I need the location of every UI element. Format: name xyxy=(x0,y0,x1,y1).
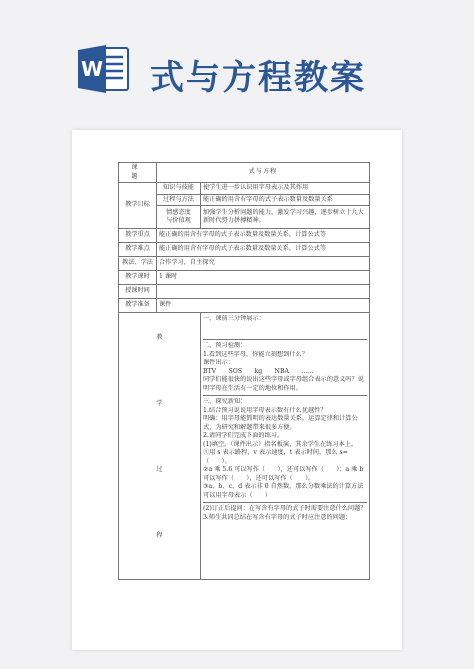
info-row xyxy=(119,243,370,257)
row-value: 能正确的用含有字母的式子表示数量及数量关系，计算公式等 xyxy=(157,229,370,243)
row-label: 教学课时 xyxy=(119,271,157,285)
goals-label: 教学目标 xyxy=(119,183,157,229)
row-value xyxy=(157,285,370,299)
info-row xyxy=(119,257,370,271)
document-title: 式与方程教案 xyxy=(150,58,366,98)
process-line: ①用 s 表示路程，v 表示速度，t 表示时间，那么 s=（ ）。 xyxy=(203,449,348,465)
row-label: 教学难点 xyxy=(119,243,157,257)
row-label: 教学重点 xyxy=(119,229,157,243)
process-line: 3.师生共同总结在写含有字母的式子时应注意的问题： xyxy=(203,513,352,521)
process-label-char: 过 xyxy=(156,466,163,473)
process-line: BTV SOS kg NBA …… xyxy=(203,367,314,375)
process-line: 明确：用字母能简明的表达数量关系，运算定律和计算公式，为研究和解题带来很多方便。 xyxy=(203,415,358,431)
goal-row xyxy=(119,183,370,195)
process-line: 1.看到这些字母，你能立刻想到什么？ xyxy=(203,350,308,358)
process-line: 同学们能很快的说出这些字母或字母组合表示的意义吗？说明字母在生活有一定的地位和作用。 xyxy=(203,376,364,392)
process-line: 一、课前三分钟展示： xyxy=(203,315,265,322)
process-label-char: 程 xyxy=(156,532,163,539)
process-label xyxy=(119,313,201,580)
row-label: 授课时间 xyxy=(119,285,157,299)
process-line: ②a 乘 5.6 可以写作（ ），还可以写作（ ）；a 乘 b 可以写作（ ），还可以写作（ ）。 xyxy=(203,466,364,482)
goal-row xyxy=(119,206,370,229)
info-row xyxy=(119,271,370,285)
row-value: 能正确的用含有字母的式子表示数量及数量关系，计算公式等 xyxy=(157,243,370,257)
process-row xyxy=(119,313,370,580)
word-icon xyxy=(76,42,130,96)
process-line: 三、探究新知： xyxy=(203,398,247,405)
process-section xyxy=(203,340,367,396)
process-line: ③a、b、c、d 表示非 0 自然数，那么分数乘法的计算方法可以用字母表示（ ） xyxy=(203,483,364,499)
row-value: 课件 xyxy=(157,299,370,313)
goal-value: 使学生进一步认识用字母表示及其作用 xyxy=(201,183,370,195)
process-line: (1)填空。（课件出示）指名板演，其余学生在练习本上。 xyxy=(203,440,358,448)
process-section xyxy=(203,313,367,340)
goal-value: 能正确的用含有字母的式子表示数量及数量关系 xyxy=(201,194,370,206)
row-value: 合作学习，自主探究 xyxy=(157,257,370,271)
process-line: 1.结合预习说说用字母表示数有什么优越性？ xyxy=(203,406,327,414)
topic-value: 式与方程 xyxy=(157,163,370,183)
goal-label: 情感态度 与价值观 xyxy=(157,206,201,229)
process-line: (2)订正后提问：在写含有字母的式子时需要注意什么问题？ xyxy=(203,505,367,512)
process-label-char: 学 xyxy=(156,400,163,407)
row-value: 1 课时 xyxy=(157,271,370,285)
header xyxy=(0,0,474,120)
topic-label: 课 题 xyxy=(119,163,157,183)
svg-text:W: W xyxy=(80,57,104,81)
row-label: 教学准备 xyxy=(119,299,157,313)
goal-label: 过程与方法 xyxy=(157,194,201,206)
info-row xyxy=(119,229,370,243)
process-line: 2.请同学们完成下面的练习。 xyxy=(203,432,284,439)
row-label: 教法、学法 xyxy=(119,257,157,271)
goal-row xyxy=(119,194,370,206)
process-section xyxy=(203,396,367,503)
process-line: 课件出示： xyxy=(203,359,234,366)
info-row xyxy=(119,285,370,299)
info-row xyxy=(119,299,370,313)
goal-value: 加强学生分析问题的能力，激发学习兴趣，逐步树立十九大新时代努力拼搏精神。 xyxy=(201,206,370,229)
process-section xyxy=(203,503,367,524)
topic-row xyxy=(119,163,370,183)
process-label-char: 教 xyxy=(156,334,163,341)
process-line: 二、预习检测： xyxy=(203,342,247,349)
goal-label: 知识与技能 xyxy=(157,183,201,195)
document-page xyxy=(72,130,402,650)
lesson-plan-table xyxy=(118,162,370,580)
process-content xyxy=(201,313,370,580)
